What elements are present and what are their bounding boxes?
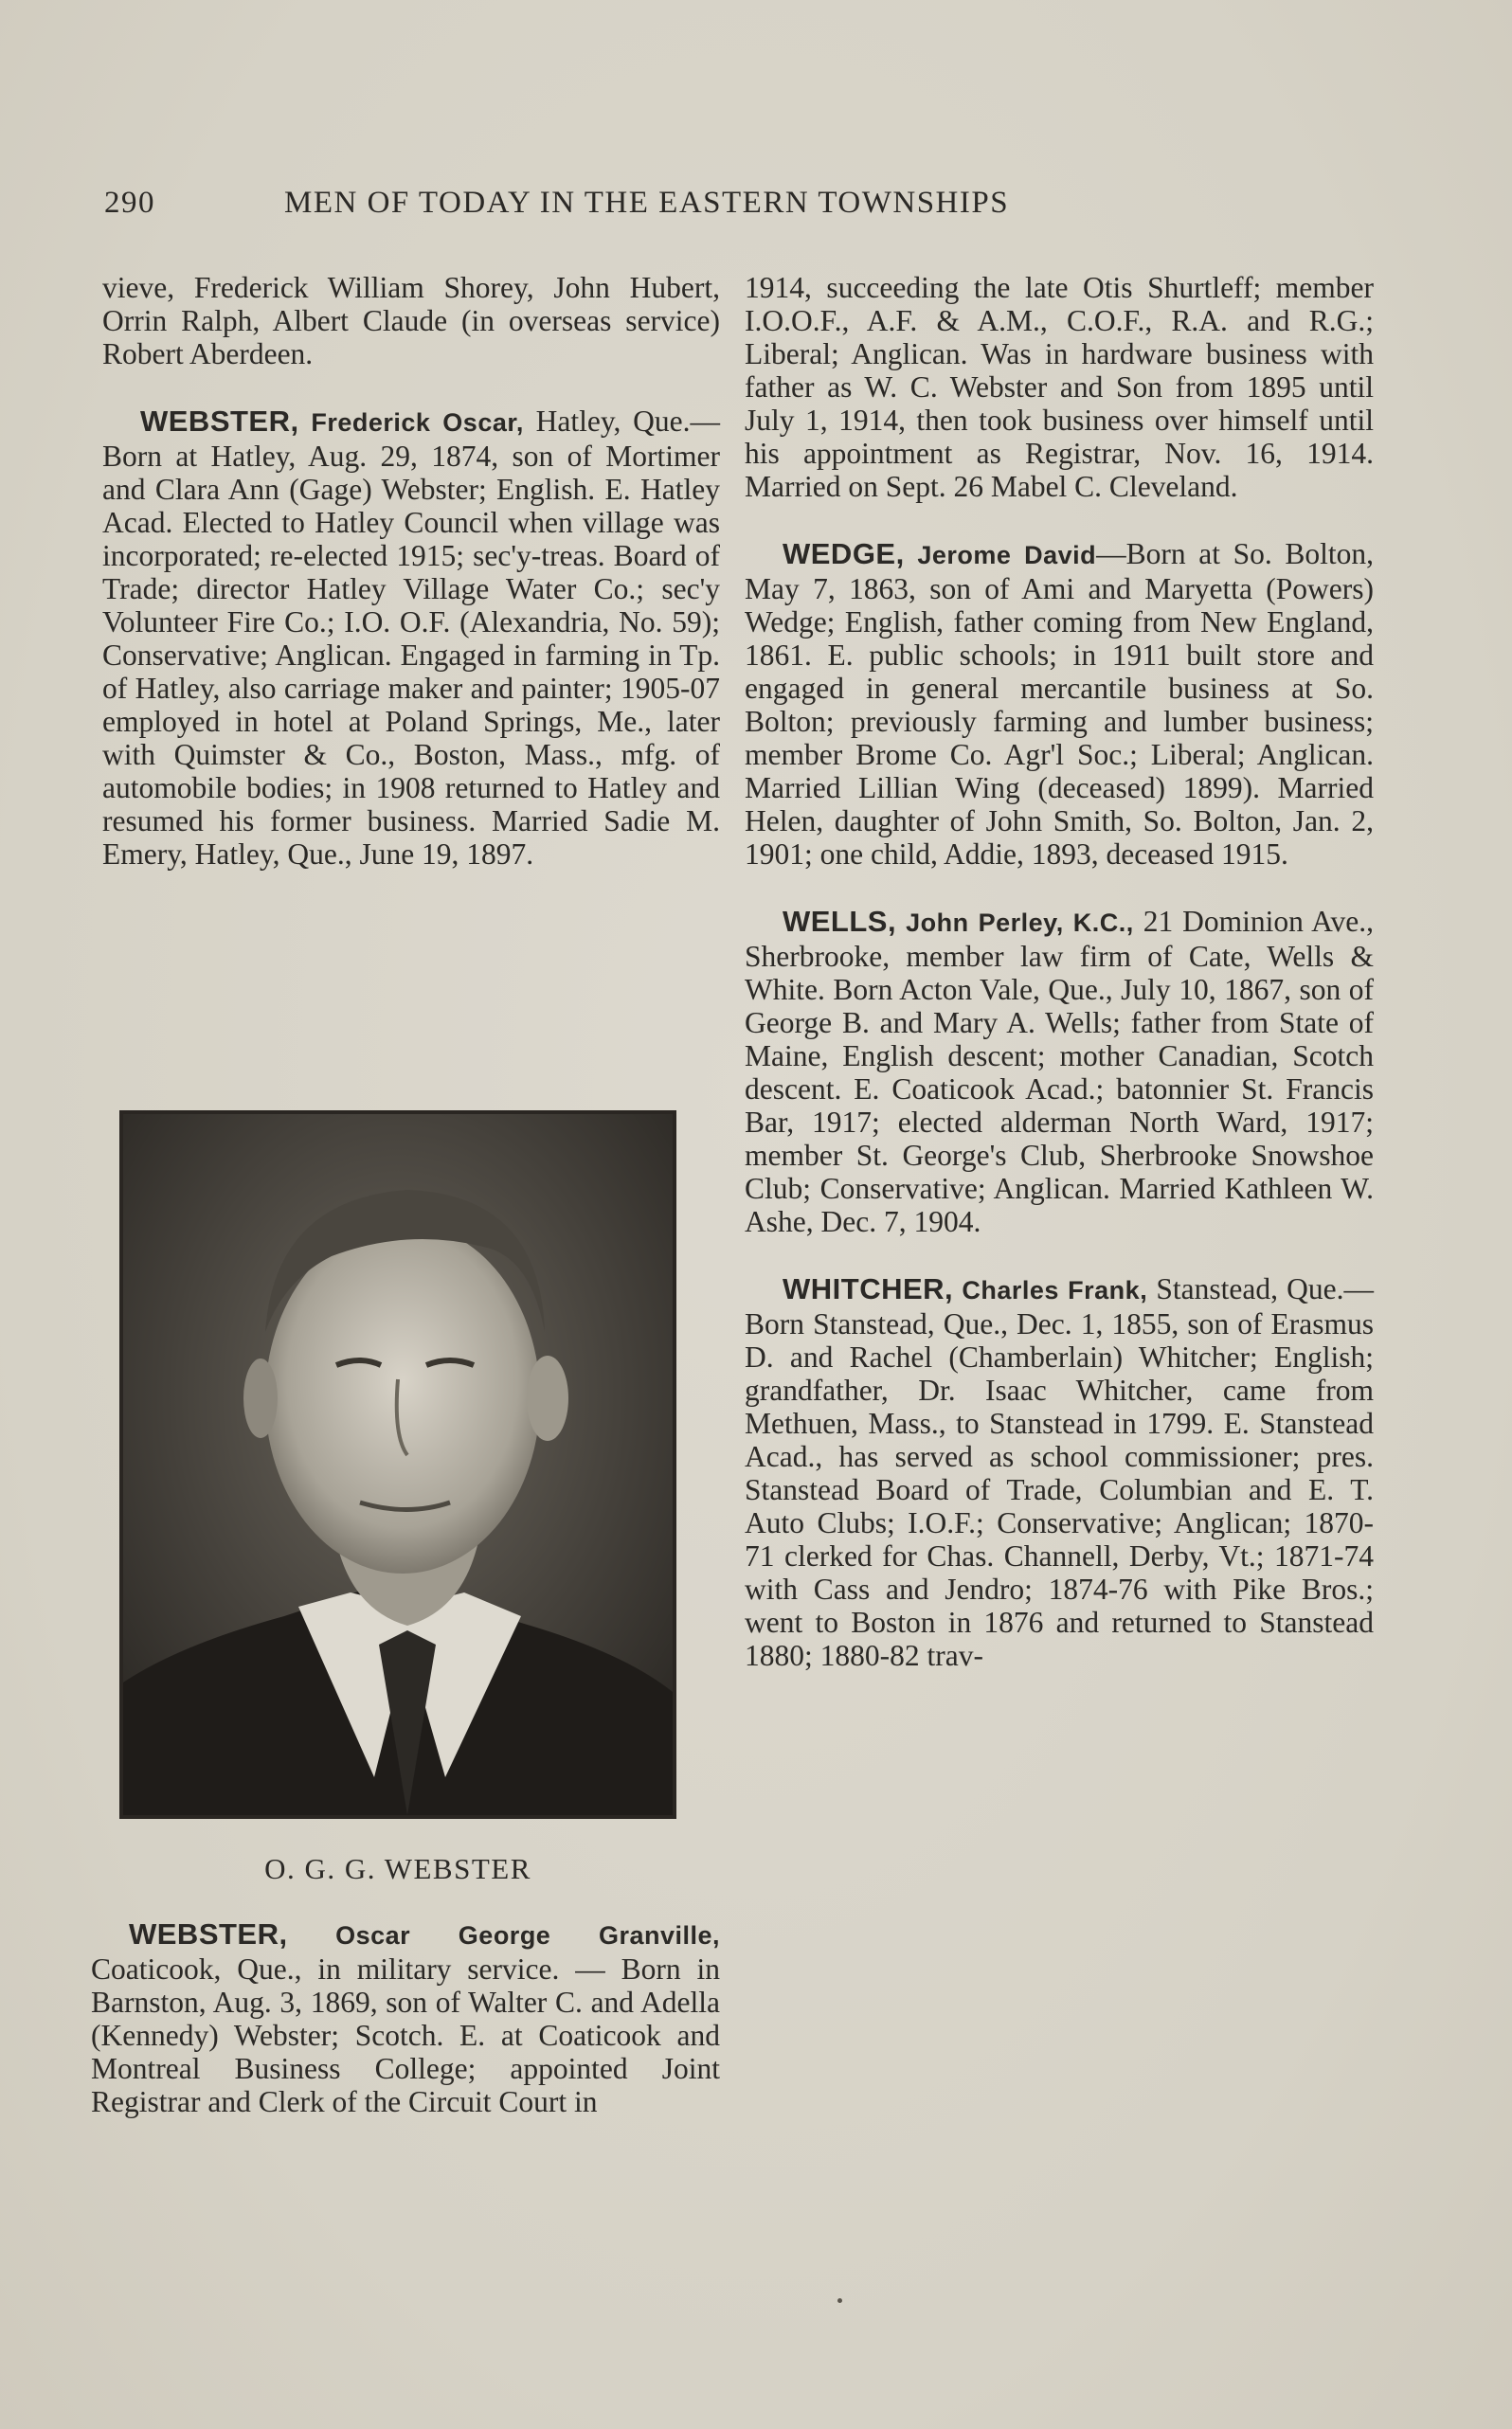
entry-given-name: John Perley, K.C., (906, 909, 1134, 937)
entry-surname: WELLS, (783, 905, 897, 938)
entry-body: Hatley, Que.—Born at Hatley, Aug. 29, 1874, son of Mortimer and Clara Ann (Gage) Webster; English. E. Hatley Acad. Elected to Hatley Council when village was incorporated; re-elected 1915; sec'y-treas. Board of Trade; director Hatley Village Water Co.; sec'y Volunteer Fire Co.; I.O. O.F. (Alexandria, No. 59); Conservative; Anglican. Engaged in farming in Tp. of Hatley, also carriage maker and painter; 1905-07 employed in hotel at Poland Springs, Me., later with Quimster & Co., Boston, Mass., mfg. of automobile bodies; in 1908 returned to Hatley and resumed his former business. Married Sadie M. Emery, Hatley, Que., June 19, 1897. (102, 405, 720, 871)
entry-body: Coaticook, Que., in military service. — Born in Barnston, Aug. 3, 1869, son of Walter C. and Adella (Kennedy) Webster; Scotch. E. at Coaticook and Montreal Business College; appointed Joint Registrar and Clerk of the Circuit Court in (91, 1952, 720, 2118)
print-speck (837, 2298, 842, 2303)
biography-entry-wedge (745, 537, 1374, 871)
entry-body: Stanstead, Que.—Born Stanstead, Que., Dec. 1, 1855, son of Erasmus D. and Rachel (Chamberlain) Whitcher; English; grandfather, Dr. Isaac Whitcher, came from Methuen, Mass., to Stanstead in 1799. E. Stanstead Acad., has served as school commissioner; pres. Stanstead Board of Trade, Columbian and E. T. Auto Clubs; I.O.F.; Conservative; Anglican; 1870-71 clerked for Chas. Channell, Derby, Vt.; 1871-74 with Cass and Jendro; 1874-76 with Pike Bros.; went to Boston in 1876 and returned to Stanstead 1880; 1880-82 trav- (745, 1272, 1374, 1672)
page-header (104, 186, 1194, 221)
entry-surname: WEBSTER, (140, 405, 299, 438)
entry-surname: WEDGE, (783, 537, 905, 570)
entry-surname: WEBSTER, (129, 1917, 288, 1951)
left-column (102, 271, 720, 871)
entry-given-name: Jerome David (917, 541, 1097, 569)
continued-paragraph: vieve, Frederick William Shorey, John Hubert, Orrin Ralph, Albert Claude (in overseas service) Robert Aberdeen. (102, 271, 720, 370)
biography-entry-webster-oscar (91, 1917, 720, 2118)
photo-caption: O. G. G. WEBSTER (264, 1852, 531, 1885)
entry-surname: WHITCHER, (783, 1272, 954, 1305)
entry-body: —Born at So. Bolton, May 7, 1863, son of Ami and Maryetta (Powers) Wedge; English, father coming from New England, 1861. E. public schools; in 1911 built store and engaged in general mercantile business at So. Bolton; previously farming and lumber business; member Brome Co. Agr'l Soc.; Liberal; Anglican. Married Lillian Wing (deceased) 1899). Married Helen, daughter of John Smith, So. Bolton, Jan. 2, 1901; one child, Addie, 1893, deceased 1915. (745, 537, 1375, 871)
entry-given-name: Frederick Oscar, (311, 408, 524, 437)
left-column-lower (91, 1917, 720, 2118)
biography-entry-wells (745, 905, 1374, 1238)
portrait-image (123, 1114, 673, 1815)
biography-entry-webster-frederick (102, 405, 720, 871)
right-column (745, 271, 1374, 1672)
portrait-photo (119, 1110, 676, 1819)
continued-paragraph: 1914, succeeding the late Otis Shurtleff; member I.O.O.F., A.F. & A.M., C.O.F., R.A. and R.G.; Liberal; Anglican. Was in hardware business with father as W. C. Webster and Son from 1895 until July 1, 1914, then took business over himself until his appointment as Registrar, Nov. 16, 1914. Married on Sept. 26 Mabel C. Cleveland. (745, 271, 1374, 503)
running-title: MEN OF TODAY IN THE EASTERN TOWNSHIPS (284, 186, 1010, 220)
page-number: 290 (104, 186, 155, 220)
entry-given-name: Charles Frank, (962, 1276, 1148, 1304)
entry-given-name: Oscar George Granville, (335, 1921, 720, 1950)
entry-body: 21 Dominion Ave., Sherbrooke, member law firm of Cate, Wells & White. Born Acton Vale, Que., July 10, 1867, son of George B. and Mary A. Wells; father from State of Maine, English descent; mother Canadian, Scotch descent. E. Coaticook Acad.; batonnier St. Francis Bar, 1917; elected alderman North Ward, 1917; member St. George's Club, Sherbrooke Snowshoe Club; Conservative; Anglican. Married Kathleen W. Ashe, Dec. 7, 1904. (745, 905, 1375, 1238)
biography-entry-whitcher (745, 1272, 1374, 1672)
